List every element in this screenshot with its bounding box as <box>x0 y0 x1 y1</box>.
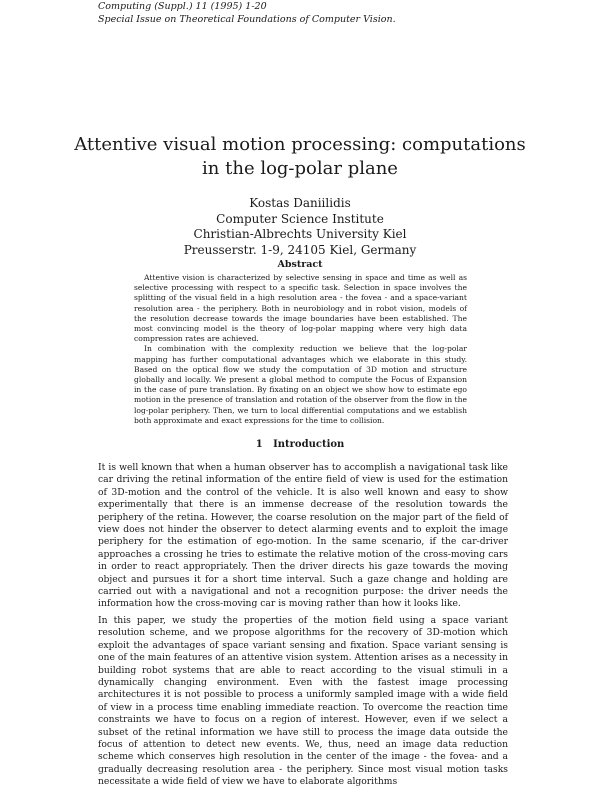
author-name: Kostas Daniilidis <box>249 196 351 210</box>
title-line-2: in the log-polar plane <box>202 158 398 179</box>
special-issue-note: Special Issue on Theoretical Foundations of Computer Vision. <box>98 14 396 25</box>
author-affiliation-2: Christian-Albrechts University Kiel <box>193 227 407 241</box>
author-affiliation-1: Computer Science Institute <box>216 211 384 226</box>
journal-citation: Computing (Suppl.) 11 (1995) 1-20 <box>98 1 267 12</box>
body-paragraph: In this paper, we study the properties of the motion field using a space variant resolution scheme, and we propose algorithms for the recovery of 3D-motion which exploit the advantages of space variant sensing and fixation. Space variant sensing is one of the main features of an attentive vision system. Attention arises as a necessity in building robot systems that are able to react according to the visual stimuli in a dynamically changing environment. Even with the fastest image processing architectures it is not possible to process a uniformly sampled image with a wide field of view in a process time enabling immediate reaction. To overcome the reaction time constraints we have to focus on a region of interest. However, even if we select a subset of the retinal information we have still to process the image data outside the focus of attention to detect new events. We, thus, need an image data reduction scheme which conserves high resolution in the center of the image - the fovea- and a gradually decreasing resolution area - the periphery. Since most visual motion tasks necessitate a wide field of view we have to elaborate algorithms <box>98 614 508 788</box>
introduction-body <box>98 462 508 793</box>
journal-header <box>98 0 396 26</box>
body-paragraph: It is well known that when a human observer has to accomplish a navigational task like car driving the retinal information of the entire field of view is used for the estimation of 3D-motion and the control of the vehicle. It is also well known and easy to show experimentally that there is an immense decrease of the resolution towards the periphery of the retina. However, the coarse resolution on the major part of the field of view does not hinder the observer to detect alarming events and to exploit the image periphery for the estimation of ego-motion. In the same scenario, if the car-driver approaches a crossing he tries to estimate the relative motion of the cross-moving cars in order to react appropriately. Then the driver directs his gaze towards the moving object and pursues it for a short time interval. Such a gaze change and holding are carried out with a navigational and not a recognition purpose: the driver needs the information how the cross-moving car is moving rather than how it looks like. <box>98 462 508 610</box>
section-heading-introduction: 1 Introduction <box>255 439 345 450</box>
abstract-heading: Abstract <box>277 259 323 270</box>
author-address: Preusserstr. 1-9, 24105 Kiel, Germany <box>183 242 417 257</box>
paper-title <box>0 133 600 181</box>
abstract-paragraph: In combination with the complexity reduction we believe that the log-polar mapping has further computational advantages which we elaborate in this study. Based on the optical flow we study the computation of 3D motion and structure globally and locally. We present a global method to compute the Focus of Expansion in the case of pure translation. By fixating on an object we show how to estimate ego motion in the presence of translation and rotation of the observer from the flow in the log-polar periphery. Then, we turn to local differential computations and we establish both approximate and exact expressions for the time to collision. <box>134 344 467 425</box>
abstract-paragraph: Attentive vision is characterized by selective sensing in space and time as well as selective processing with respect to a specific task. Selection in space involves the splitting of the visual field in a high resolution area - the fovea - and a space-variant resolution area - the periphery. Both in neurobiology and in robot vision, models of the resolution decrease towards the image boundaries have been established. The most convincing model is the theory of log-polar mapping where very high data compression rates are achieved. <box>134 273 467 344</box>
title-line-1: Attentive visual motion processing: computations <box>74 134 526 155</box>
abstract-body <box>134 273 467 426</box>
author-block <box>0 196 600 258</box>
